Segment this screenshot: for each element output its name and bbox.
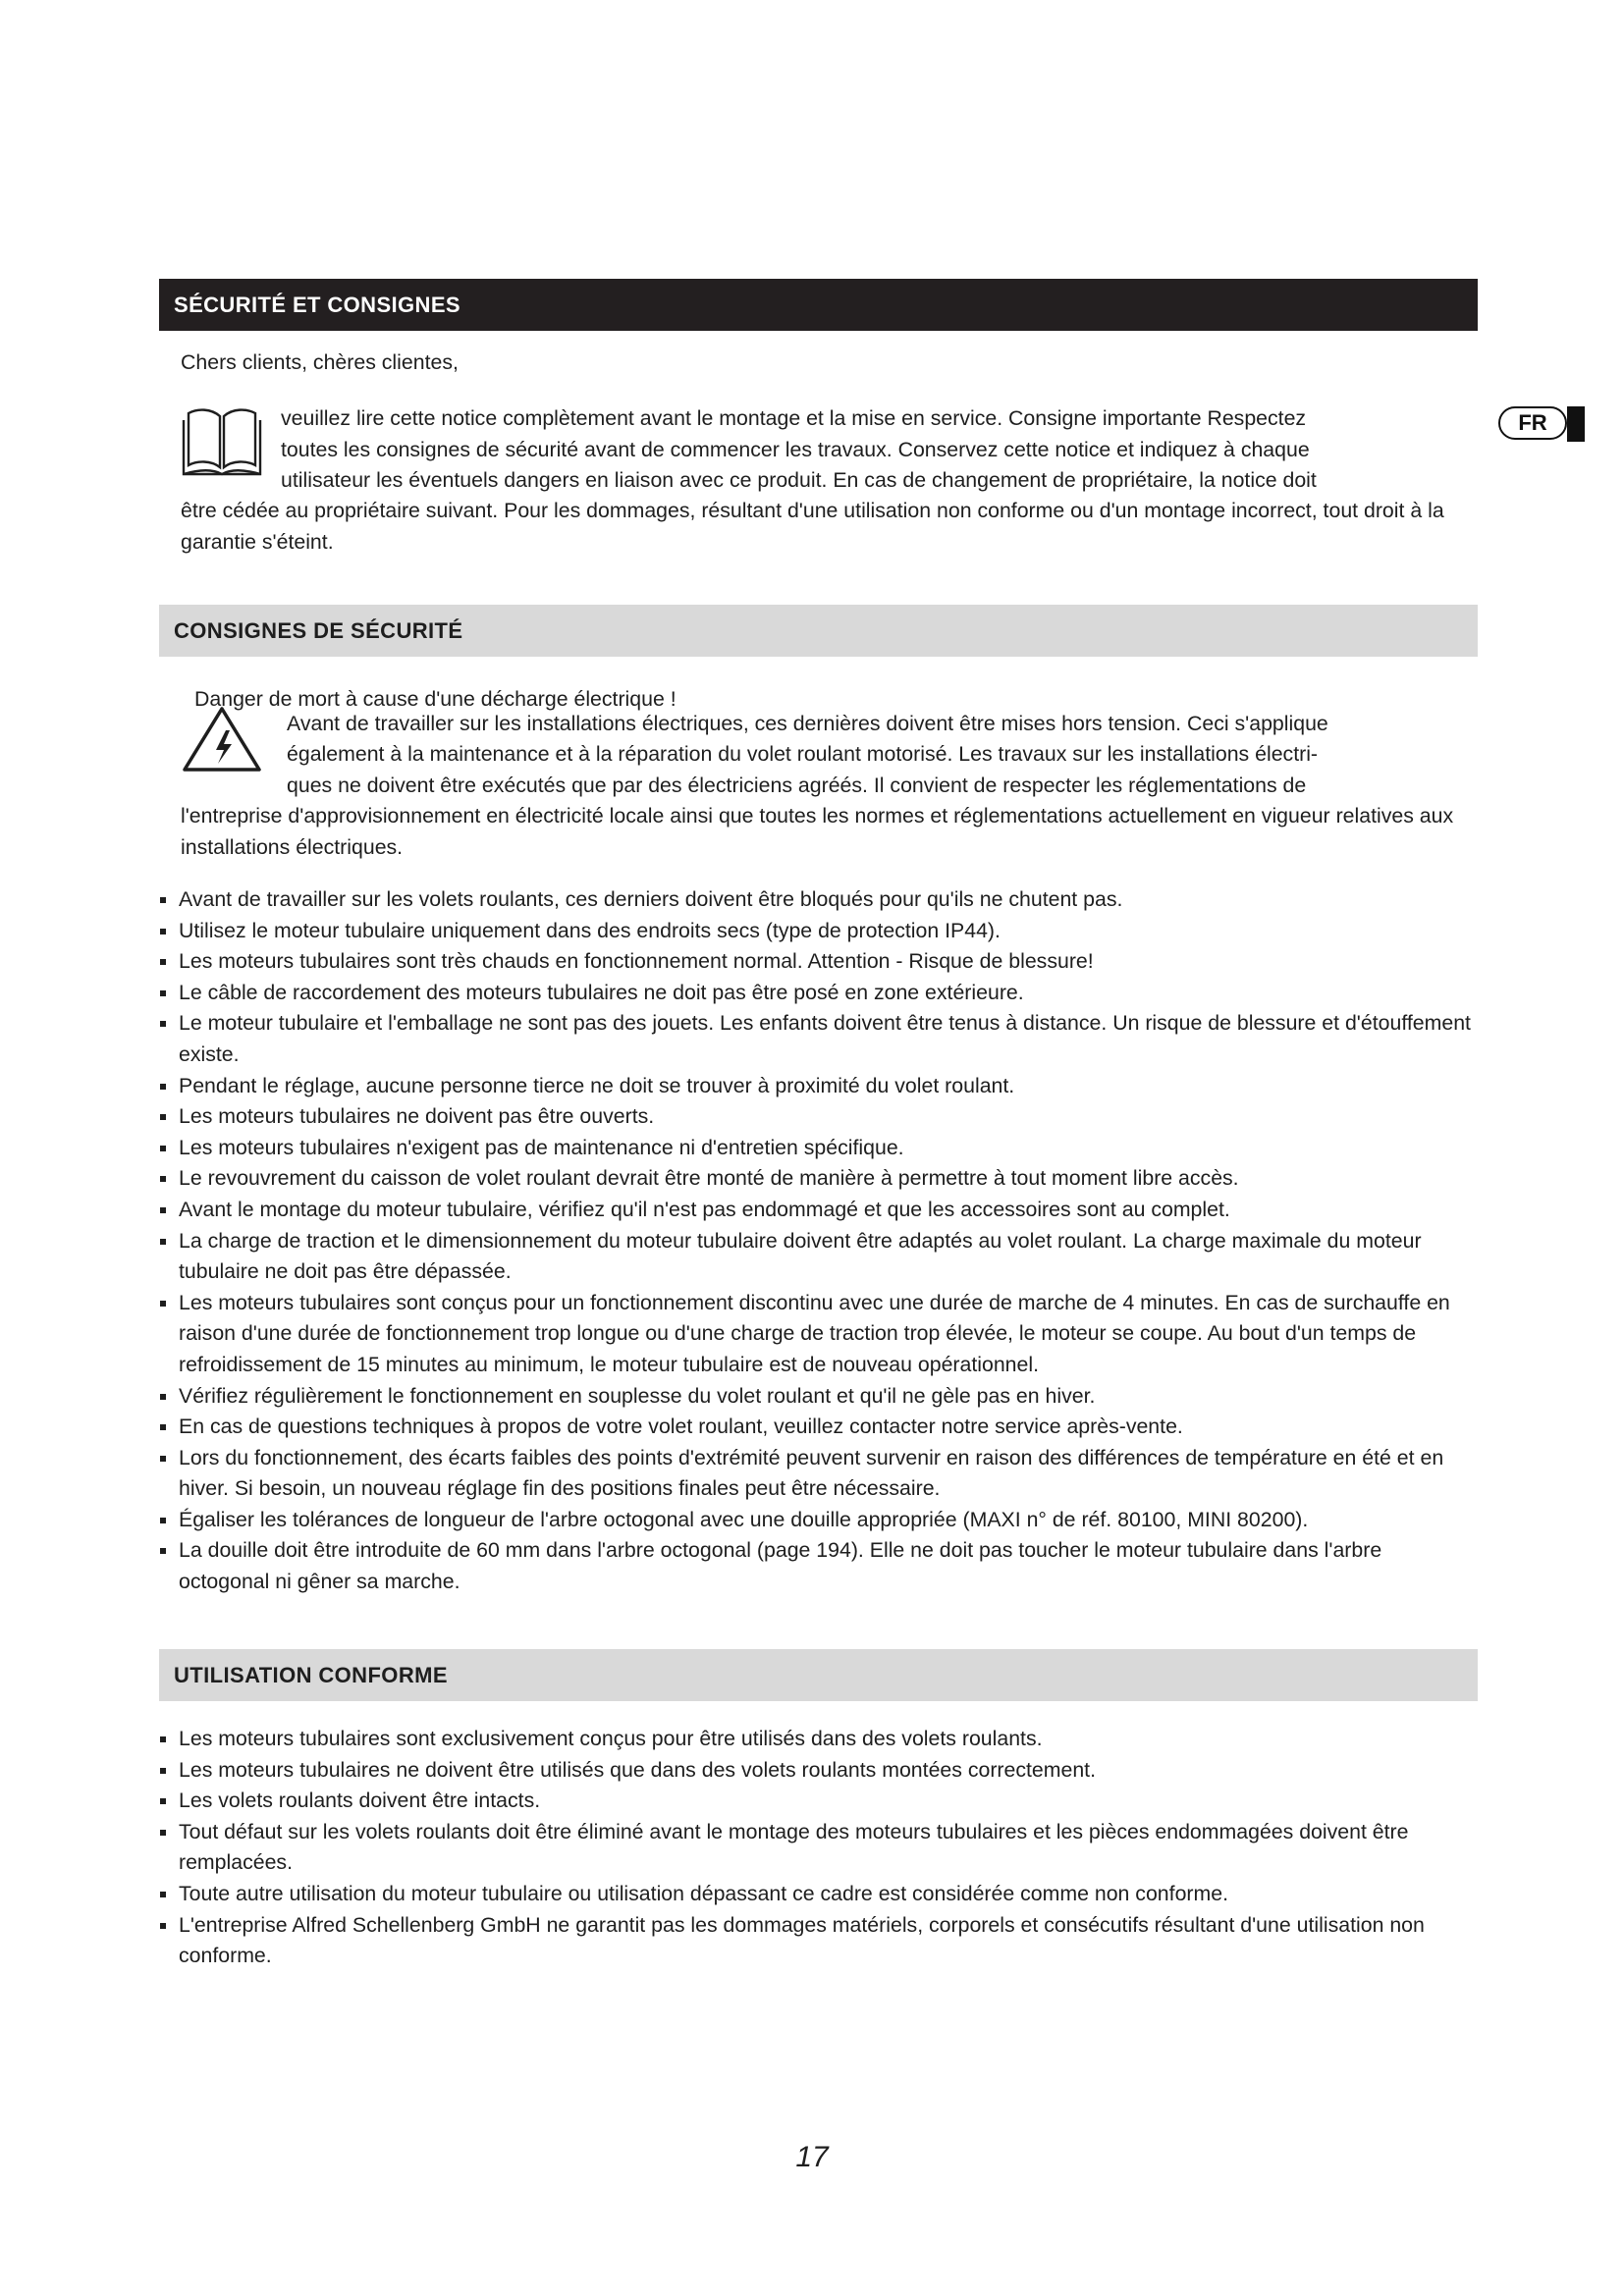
safety-list [159,884,1478,1598]
list-item: Les moteurs tubulaires ne doivent pas être ouverts. [159,1101,1478,1133]
section-header-securite: SÉCURITÉ ET CONSIGNES [159,279,1478,331]
page-number: 17 [795,2141,829,2173]
list-item: Les volets roulants doivent être intacts. [159,1786,1478,1817]
intro-line-1: veuillez lire cette notice complètement avant le montage et la mise en service. Consigne importante Respectez [281,406,1307,430]
list-item: Pendant le réglage, aucune personne tierce ne doit se trouver à proximité du volet roulant. [159,1071,1478,1102]
intro-line-2: toutes les consignes de sécurité avant de commencer les travaux. Conservez cette notice et indiquez à chaque [281,438,1310,461]
list-item: La charge de traction et le dimensionnement du moteur tubulaire doivent être adaptés au volet roulant. La charge maximale du moteur tubulaire ne doit pas être dépassée. [159,1226,1478,1288]
list-item: Avant le montage du moteur tubulaire, vérifiez qu'il n'est pas endommagé et que les accessoires sont au complet. [159,1195,1478,1226]
list-item: Avant de travailler sur les volets roulants, ces derniers doivent être bloqués pour qu'ils ne chutent pas. [159,884,1478,916]
intro-line-3: utilisateur les éventuels dangers en liaison avec ce produit. En cas de changement de propriétaire, la notice doit [281,468,1317,492]
list-item: Les moteurs tubulaires sont très chauds en fonctionnement normal. Attention - Risque de blessure! [159,946,1478,978]
book-icon [181,404,263,479]
list-item: Vérifiez régulièrement le fonctionnement en souplesse du volet roulant et qu'il ne gèle pas en hiver. [159,1381,1478,1413]
section-header-utilisation: UTILISATION CONFORME [159,1649,1478,1701]
danger-continuation: l'entreprise d'approvisionnement en électricité locale ainsi que toutes les normes et réglementations actuellement en vigueur relatives aux installations électriques. [181,804,1454,859]
danger-line-2: également à la maintenance et à la réparation du volet roulant motorisé. Les travaux sur les installations électri- [287,742,1319,766]
list-item: Le câble de raccordement des moteurs tubulaires ne doit pas être posé en zone extérieure. [159,978,1478,1009]
list-item: Les moteurs tubulaires ne doivent être utilisés que dans des volets roulants montées correctement. [159,1755,1478,1787]
list-item: Utilisez le moteur tubulaire uniquement dans des endroits secs (type de protection IP44). [159,916,1478,947]
intro-continuation: être cédée au propriétaire suivant. Pour les dommages, résultant d'une utilisation non conforme ou d'un montage incorrect, tout droit à la garantie s'éteint. [181,499,1444,554]
list-item: La douille doit être introduite de 60 mm dans l'arbre octogonal (page 194). Elle ne doit pas toucher le moteur tubulaire dans l'arbre octogonal ni gêner sa marche. [159,1535,1478,1597]
list-item: Les moteurs tubulaires n'exigent pas de maintenance ni d'entretien spécifique. [159,1133,1478,1164]
list-item: Le revouvrement du caisson de volet roulant devrait être monté de manière à permettre à tout moment libre accès. [159,1163,1478,1195]
list-item: Tout défaut sur les volets roulants doit être éliminé avant le montage des moteurs tubulaires et les pièces endommagées doivent être remplacées. [159,1817,1478,1879]
section-header-consignes: CONSIGNES DE SÉCURITÉ [159,605,1478,657]
list-item: Égaliser les tolérances de longueur de l'arbre octogonal avec une douille appropriée (MAXI n° de réf. 80100, MINI 80200). [159,1505,1478,1536]
list-item: En cas de questions techniques à propos de votre volet roulant, veuillez contacter notre service après-vente. [159,1412,1478,1443]
danger-line-1: Avant de travailler sur les installations électriques, ces dernières doivent être mises hors tension. Ceci s'applique [287,712,1328,735]
greeting: Chers clients, chères clientes, [181,350,459,374]
usage-list [159,1724,1478,1972]
list-item: Toute autre utilisation du moteur tubulaire ou utilisation dépassant ce cadre est considérée comme non conforme. [159,1879,1478,1910]
list-item: Lors du fonctionnement, des écarts faibles des points d'extrémité peuvent survenir en raison des différences de température en été et en hiver. Si besoin, un nouveau réglage fin des positions finales peut être nécessaire. [159,1443,1478,1505]
danger-title: Danger de mort à cause d'une décharge électrique ! [194,687,677,711]
language-label: FR [1498,406,1567,440]
danger-line-3: ques ne doivent être exécutés que par des électriciens agréés. Il convient de respecter les réglementations de [287,774,1307,797]
language-tab-bar [1567,406,1585,442]
list-item: L'entreprise Alfred Schellenberg GmbH ne garantit pas les dommages matériels, corporels et consécutifs résultant d'une utilisation non conforme. [159,1910,1478,1972]
list-item: Le moteur tubulaire et l'emballage ne sont pas des jouets. Les enfants doivent être tenus à distance. Un risque de blessure et d'étouffement existe. [159,1008,1478,1070]
list-item: Les moteurs tubulaires sont conçus pour un fonctionnement discontinu avec une durée de marche de 4 minutes. En cas de surchauffe en raison d'une durée de fonctionnement trop longue ou d'une charge de traction trop élevée, le moteur se coupe. Au bout d'un temps de refroidissement de 15 minutes au minimum, le moteur tubulaire est de nouveau opérationnel. [159,1288,1478,1381]
language-tab [1496,405,1585,443]
list-item: Les moteurs tubulaires sont exclusivement conçus pour être utilisés dans des volets roulants. [159,1724,1478,1755]
